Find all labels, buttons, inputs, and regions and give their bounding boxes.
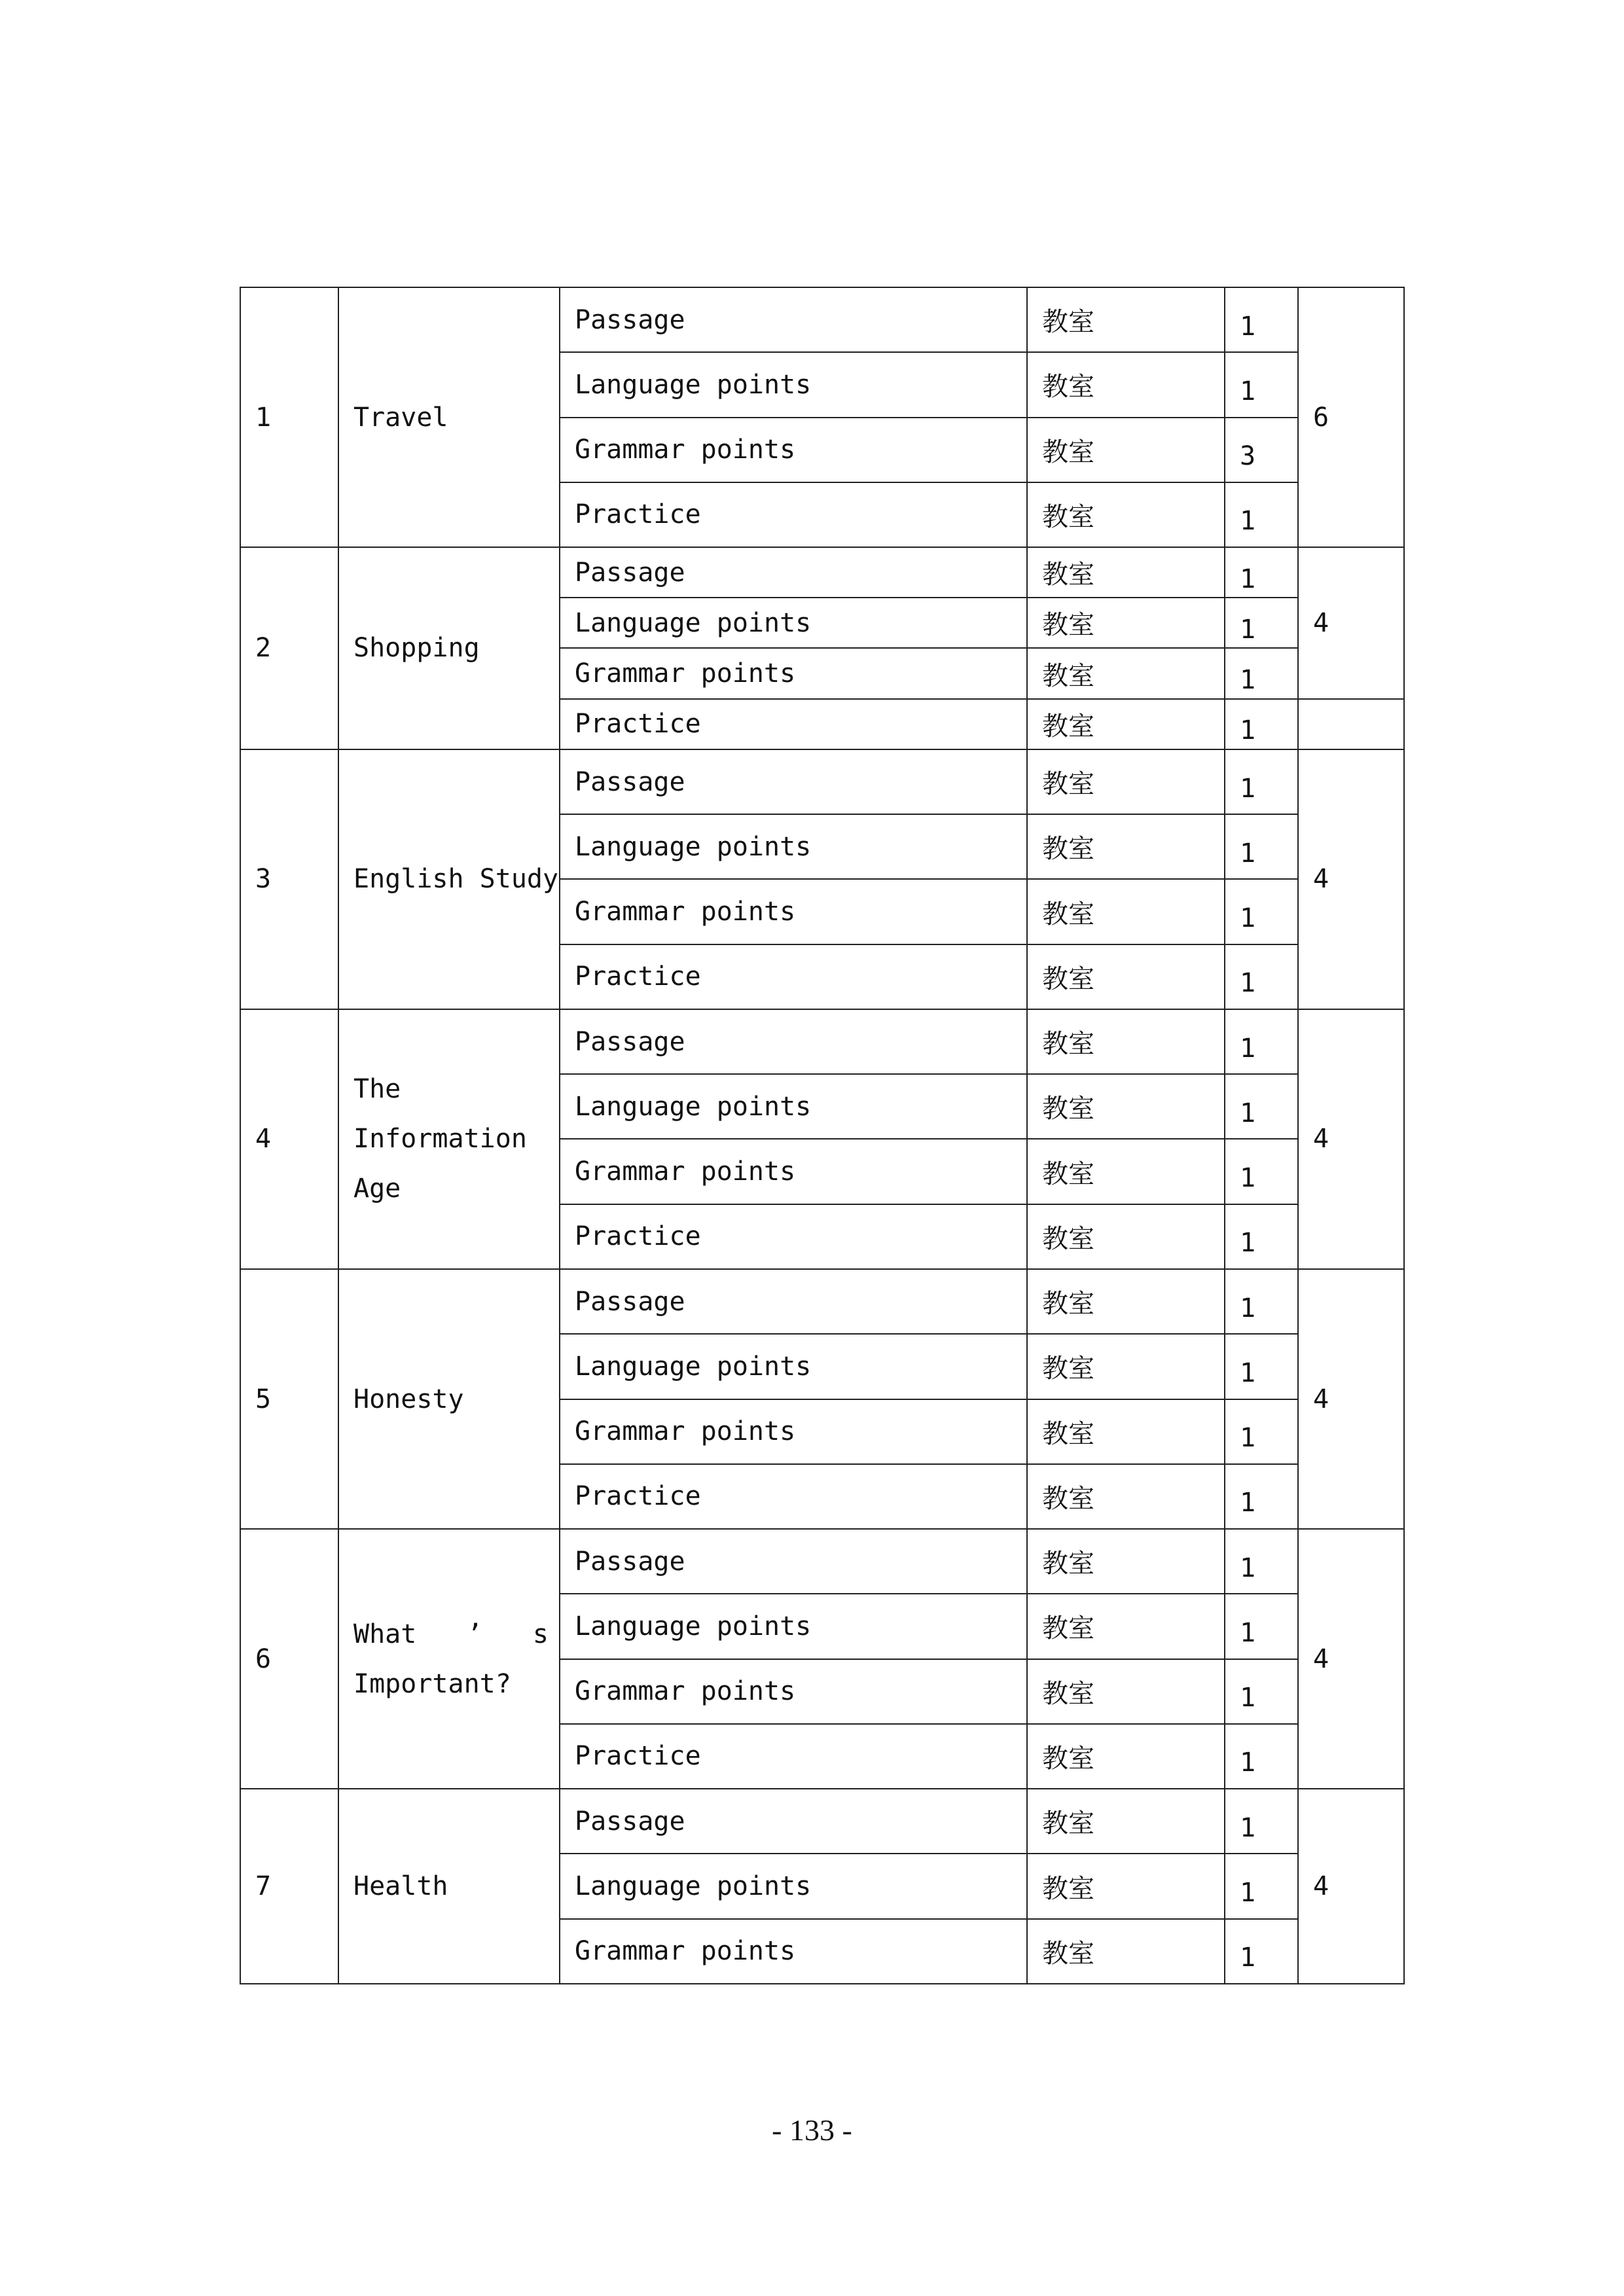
activity-cell: Grammar points [560,1919,1027,1984]
hours-cell: 1 [1225,699,1298,749]
unit-topic [338,1009,560,1269]
hours-cell: 1 [1225,1854,1298,1918]
hours-cell: 1 [1225,648,1298,698]
activity-cell: Language points [560,1854,1027,1918]
hours-cell: 1 [1225,1009,1298,1074]
activity-cell: Practice [560,1724,1027,1789]
location-cell: 教室 [1027,1594,1225,1659]
activity-cell: Language points [560,1334,1027,1399]
activity-cell: Passage [560,749,1027,814]
hours-cell: 1 [1225,1204,1298,1269]
location-cell: 教室 [1027,1074,1225,1139]
table-row [240,1529,1404,1594]
unit-number: 7 [240,1789,338,1984]
hours-cell: 1 [1225,352,1298,417]
activity-cell: Language points [560,1594,1027,1659]
hours-cell: 1 [1225,814,1298,879]
activity-cell: Practice [560,482,1027,547]
activity-cell: Practice [560,1464,1027,1529]
hours-cell: 1 [1225,749,1298,814]
unit-topic-line [353,1609,559,1659]
activity-cell: Grammar points [560,648,1027,698]
location-cell: 教室 [1027,287,1225,352]
table-row [240,749,1404,814]
course-schedule-table [240,287,1405,1984]
activity-cell: Passage [560,1789,1027,1854]
hours-cell: 1 [1225,1724,1298,1789]
hours-cell: 1 [1225,1594,1298,1659]
hours-cell: 1 [1225,547,1298,598]
hours-cell: 1 [1225,1919,1298,1984]
activity-cell: Passage [560,547,1027,598]
unit-topic-fragment: What [353,1619,417,1649]
hours-cell: 1 [1225,1139,1298,1204]
location-cell: 教室 [1027,648,1225,698]
unit-topic-line: Health [353,1871,448,1902]
location-cell: 教室 [1027,1204,1225,1269]
hours-cell: 1 [1225,1399,1298,1464]
location-cell: 教室 [1027,1399,1225,1464]
activity-cell: Passage [560,287,1027,352]
unit-topic-line: Important? [353,1668,511,1699]
activity-cell: Passage [560,1529,1027,1594]
hours-cell: 1 [1225,1269,1298,1334]
location-cell: 教室 [1027,1009,1225,1074]
total-hours-cell: 4 [1298,1529,1404,1789]
activity-cell: Language points [560,598,1027,648]
unit-number: 6 [240,1529,338,1789]
unit-number: 3 [240,749,338,1009]
hours-cell: 1 [1225,1659,1298,1724]
unit-topic-line: Information [353,1124,527,1155]
location-cell: 教室 [1027,1464,1225,1529]
activity-cell: Grammar points [560,1659,1027,1724]
activity-cell: Practice [560,944,1027,1009]
location-cell: 教室 [1027,749,1225,814]
total-hours-cell: 4 [1298,1009,1404,1269]
location-cell: 教室 [1027,1854,1225,1918]
unit-topic-line: Shopping [353,633,480,664]
page-number: - 133 - [772,2113,852,2147]
total-hours-cell: 4 [1298,749,1404,1009]
schedule-body [240,287,1404,1984]
activity-cell: Language points [560,814,1027,879]
hours-cell: 1 [1225,1464,1298,1529]
hours-cell: 3 [1225,418,1298,482]
unit-number: 5 [240,1269,338,1529]
table-row [240,1269,1404,1334]
hours-cell: 1 [1225,598,1298,648]
unit-topic [338,547,560,749]
unit-topic [338,1789,560,1984]
hours-cell: 1 [1225,1789,1298,1854]
location-cell: 教室 [1027,1724,1225,1789]
location-cell: 教室 [1027,1529,1225,1594]
unit-topic-fragment: ’ [467,1619,483,1649]
unit-topic [338,1529,560,1789]
activity-cell: Grammar points [560,879,1027,944]
table-row [240,1009,1404,1074]
hours-cell: 1 [1225,944,1298,1009]
unit-number: 4 [240,1009,338,1269]
unit-topic-line: The [353,1074,401,1105]
activity-cell: Passage [560,1269,1027,1334]
location-cell: 教室 [1027,1139,1225,1204]
activity-cell: Language points [560,1074,1027,1139]
activity-cell: Grammar points [560,1139,1027,1204]
total-hours-cell: 4 [1298,547,1404,699]
location-cell: 教室 [1027,879,1225,944]
location-cell: 教室 [1027,1789,1225,1854]
unit-number: 1 [240,287,338,547]
table-row [240,547,1404,598]
location-cell: 教室 [1027,1659,1225,1724]
hours-cell: 1 [1225,1529,1298,1594]
total-hours-cell: 4 [1298,1269,1404,1529]
unit-topic-line: Honesty [353,1384,464,1414]
unit-topic-line: English Study [353,864,559,895]
location-cell: 教室 [1027,1269,1225,1334]
total-hours-cell: 6 [1298,287,1404,547]
location-cell: 教室 [1027,1334,1225,1399]
location-cell: 教室 [1027,944,1225,1009]
unit-topic-line: Travel [353,402,448,433]
location-cell: 教室 [1027,699,1225,749]
activity-cell: Grammar points [560,418,1027,482]
activity-cell: Grammar points [560,1399,1027,1464]
location-cell: 教室 [1027,418,1225,482]
total-hours-cell: 4 [1298,1789,1404,1984]
unit-topic [338,1269,560,1529]
hours-cell: 1 [1225,1074,1298,1139]
location-cell: 教室 [1027,547,1225,598]
location-cell: 教室 [1027,482,1225,547]
location-cell: 教室 [1027,598,1225,648]
unit-topic [338,287,560,547]
unit-topic-fragment: s [532,1619,549,1649]
hours-cell: 1 [1225,879,1298,944]
hours-cell: 1 [1225,482,1298,547]
hours-cell: 1 [1225,1334,1298,1399]
location-cell: 教室 [1027,352,1225,417]
table-row [240,287,1404,352]
hours-cell: 1 [1225,287,1298,352]
unit-topic-line: Age [353,1174,401,1204]
table-row [240,1789,1404,1854]
unit-topic [338,749,560,1009]
activity-cell: Passage [560,1009,1027,1074]
activity-cell: Language points [560,352,1027,417]
empty-total-cell [1298,699,1404,749]
unit-number: 2 [240,547,338,749]
activity-cell: Practice [560,699,1027,749]
location-cell: 教室 [1027,814,1225,879]
location-cell: 教室 [1027,1919,1225,1984]
activity-cell: Practice [560,1204,1027,1269]
